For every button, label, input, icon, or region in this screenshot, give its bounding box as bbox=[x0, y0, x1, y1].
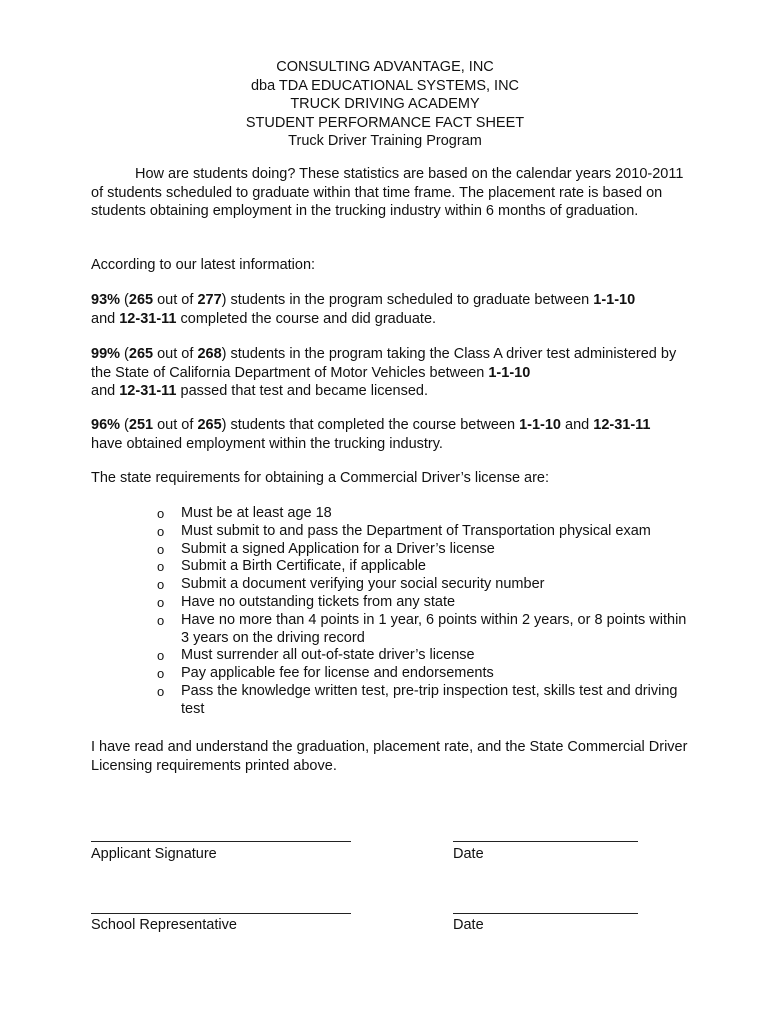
list-item: o Must be at least age 18 bbox=[157, 505, 332, 521]
bullet-icon: o bbox=[157, 559, 165, 575]
bullet-icon: o bbox=[157, 594, 165, 610]
stat-percent: 96% bbox=[91, 417, 121, 433]
list-item: o Must surrender all out-of-state driver’s license bbox=[157, 647, 475, 664]
stat-count: 265 bbox=[128, 292, 154, 308]
bullet-icon: o bbox=[157, 523, 165, 539]
list-item: o Submit a document verifying your social security number bbox=[157, 576, 545, 593]
bullet-icon: o bbox=[157, 506, 165, 521]
applicant-date-line[interactable] bbox=[453, 841, 638, 842]
company-name: CONSULTING ADVANTAGE, INC bbox=[276, 59, 494, 75]
intro-paragraph: How are students doing? These statistics are based on the calendar years 2010-2011 of students scheduled to graduate within that time frame. The placement rate is based on students obtaining employment in the trucking industry within 6 months of graduation. bbox=[91, 166, 684, 219]
school-representative-label: School Representative bbox=[91, 917, 237, 933]
stat-date-end: 12-31-11 bbox=[593, 417, 651, 433]
list-item: o Submit a Birth Certificate, if applicable bbox=[157, 558, 426, 575]
school-date-line[interactable] bbox=[453, 913, 638, 914]
stat-total: 265 bbox=[197, 417, 222, 433]
program-name: Truck Driver Training Program bbox=[288, 133, 482, 149]
applicant-date-label: Date bbox=[453, 846, 484, 862]
bullet-icon: o bbox=[157, 648, 165, 664]
stat-total: 268 bbox=[197, 346, 222, 362]
placement-stat: 96% (251 out of 265) students that completed the course between 1-1-10 and 12-31-11 have obtained employment within the trucking industry. bbox=[91, 417, 651, 452]
bullet-icon: o bbox=[157, 612, 165, 628]
list-item: o Have no outstanding tickets from any state bbox=[157, 593, 456, 610]
bullet-icon: o bbox=[157, 666, 165, 682]
stat-date-start: 1-1-10 bbox=[593, 292, 636, 308]
stat-percent: 93% bbox=[91, 292, 121, 308]
list-item: o Must submit to and pass the Department of Transportation physical exam bbox=[157, 522, 651, 539]
license-stat: 99% (265 out of 268) students in the program taking the Class A driver test administered by the State of California Department of Motor Vehicles between 1-1-10 and 12-31-11 passed that test and became licensed. bbox=[91, 346, 677, 399]
list-item: o Submit a signed Application for a Driver’s license bbox=[157, 540, 495, 557]
bullet-icon: o bbox=[157, 541, 165, 557]
school-representative-line[interactable] bbox=[91, 913, 351, 914]
dba-name: dba TDA EDUCATIONAL SYSTEMS, INC bbox=[250, 77, 520, 94]
school-date-label: Date bbox=[453, 917, 484, 933]
graduation-stat: 93% (265 out of 277) students in the program scheduled to graduate between 1-1-10 and 12-31-11 completed the course and did graduate. bbox=[91, 292, 636, 327]
list-item: o Pass the knowledge written test, pre-trip inspection test, skills test and driving test bbox=[157, 682, 678, 717]
stat-count: 265 bbox=[128, 346, 154, 362]
bullet-icon: o bbox=[157, 577, 165, 593]
according-line: According to our latest information: bbox=[91, 257, 316, 273]
academy-name: TRUCK DRIVING ACADEMY bbox=[290, 96, 480, 112]
stat-date-start: 1-1-10 bbox=[488, 364, 531, 381]
document-header bbox=[0, 58, 770, 151]
applicant-signature-line[interactable] bbox=[91, 841, 351, 842]
acknowledgement-paragraph: I have read and understand the graduation, placement rate, and the State Commercial Driver Licensing requirements printed above. bbox=[91, 739, 688, 774]
requirements-list bbox=[157, 505, 697, 719]
list-item: o Have no more than 4 points in 1 year, 6 points within 2 years, or 8 points within 3 years on the driving record bbox=[157, 611, 687, 646]
stat-date-end: 12-31-11 bbox=[119, 310, 177, 327]
stat-date-start: 1-1-10 bbox=[519, 417, 561, 433]
list-item: o Pay applicable fee for license and endorsements bbox=[157, 665, 494, 682]
stat-count: 251 bbox=[128, 417, 154, 433]
requirements-intro: The state requirements for obtaining a Commercial Driver’s license are: bbox=[91, 470, 550, 486]
applicant-signature-label: Applicant Signature bbox=[91, 846, 217, 862]
stat-total: 277 bbox=[197, 292, 222, 308]
bullet-icon: o bbox=[157, 683, 165, 699]
stat-percent: 99% bbox=[91, 346, 121, 362]
document-title: STUDENT PERFORMANCE FACT SHEET bbox=[245, 114, 525, 131]
stat-date-end: 12-31-11 bbox=[119, 383, 177, 399]
